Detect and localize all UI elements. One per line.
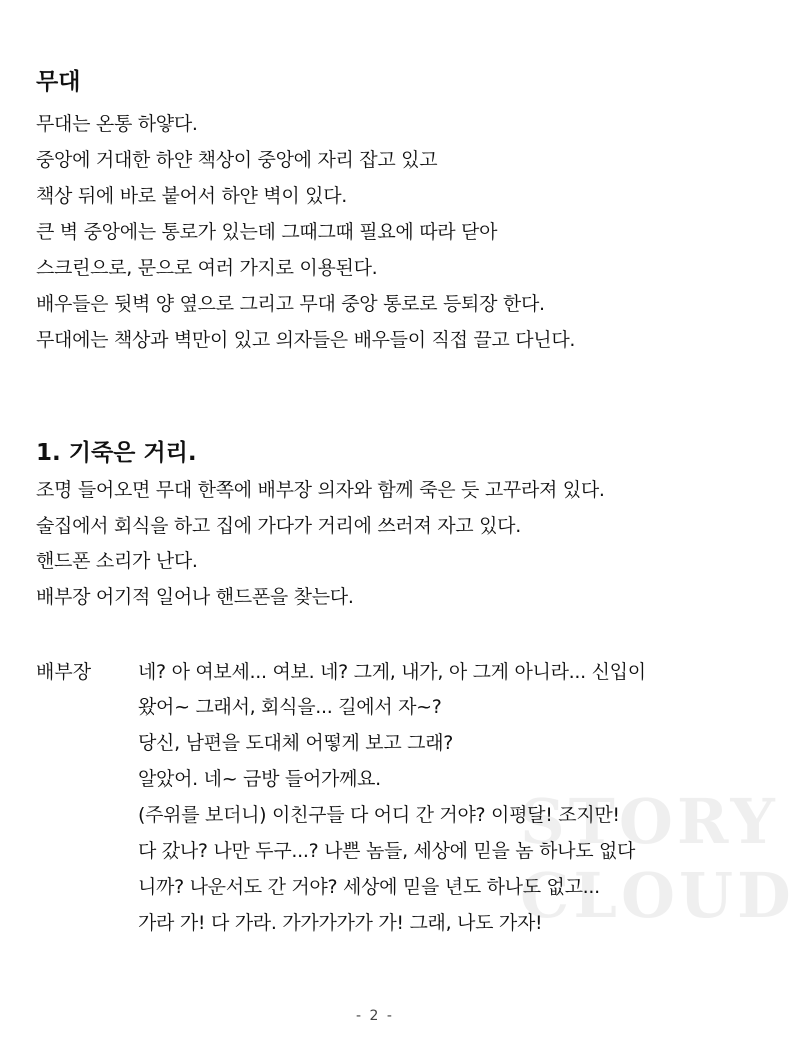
dialogue-line-8: 가라 가! 다 가라. 가가가가가 가! 그래, 나도 가자! [138,912,543,934]
stage-section-title: 무대 [36,69,81,95]
dialogue-line-1: 네? 아 여보세... 여보. 네? 그게, 내가, 아 그게 아니라... 신입이 [138,661,646,683]
stage-line-4: 큰 벽 중앙에는 통로가 있는데 그때그때 필요에 따라 닫아 [36,221,498,243]
stage-line-7: 무대에는 책상과 벽만이 있고 의자들은 배우들이 직접 끌고 다닌다. [36,329,576,351]
stage-line-5: 스크린으로, 문으로 여러 가지로 이용된다. [36,257,378,279]
stage-line-1: 무대는 온통 하얗다. [36,113,198,135]
watermark-line-2: CLOUD [520,859,795,932]
stage-line-6: 배우들은 뒷벽 양 옆으로 그리고 무대 중앙 통로로 등퇴장 한다. [36,293,545,315]
stage-direction-2: 술집에서 회식을 하고 집에 가다가 거리에 쓰러져 자고 있다. [36,515,521,537]
stage-direction-3: 핸드폰 소리가 난다. [36,550,198,572]
dialogue-line-2: 왔어~ 그래서, 회식을... 길에서 자~? [138,696,442,718]
dialogue-line-5: (주위를 보더니) 이친구들 다 어디 간 거야? 이평달! 조지만! [138,804,620,826]
stage-line-2: 중앙에 거대한 하얀 책상이 중앙에 자리 잡고 있고 [36,149,438,171]
dialogue-line-7: 니까? 나운서도 간 거야? 세상에 믿을 년도 하나도 없고... [138,876,600,898]
page-number: - 2 - [356,1008,394,1024]
stage-direction-1: 조명 들어오면 무대 한쪽에 배부장 의자와 함께 죽은 듯 고꾸라져 있다. [36,479,605,501]
dialogue-line-6: 다 갔나? 나만 두구...? 나쁜 놈들, 세상에 믿을 놈 하나도 없다 [138,840,636,862]
speaker-name: 배부장 [36,661,92,683]
scene-1-title: 1. 기죽은 거리. [36,440,197,466]
dialogue-line-4: 알았어. 네~ 금방 들어가께요. [138,768,381,790]
dialogue-line-3: 당신, 남편을 도대체 어떻게 보고 그래? [138,732,454,754]
stage-direction-4: 배부장 어기적 일어나 핸드폰을 찾는다. [36,586,354,608]
watermark-line-1: STORY [520,785,779,858]
stage-line-3: 책상 뒤에 바로 붙어서 하얀 벽이 있다. [36,185,347,207]
